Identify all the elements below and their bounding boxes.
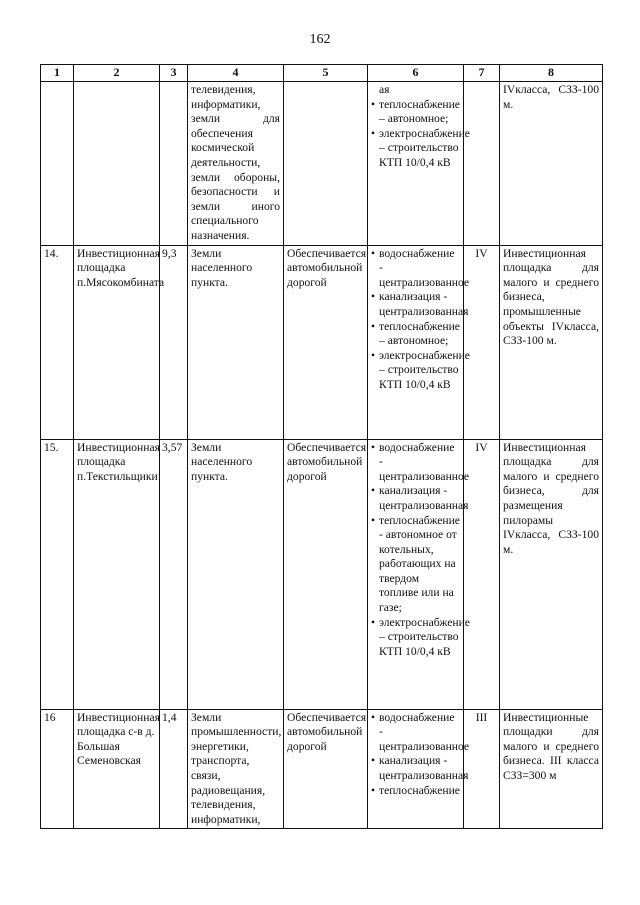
col-header-5: 5	[284, 65, 368, 82]
utility-item: ая	[379, 83, 390, 96]
hazard-class: IV	[464, 245, 500, 439]
utility-item: • теплоснабжение - автономное от котельных, работающих на твердом топливе или на газе;	[371, 514, 460, 616]
site-name	[74, 82, 160, 246]
table-row	[41, 245, 603, 439]
site-purpose: Инвестиционная площадка для малого и среднего бизнеса, для размещения пилорамы IVкласса, СЗЗ-100 м.	[500, 439, 603, 709]
utility-item: • электроснабжение – строительство КТП 10/0,4 кВ	[371, 349, 460, 393]
utility-item: • электроснабжение – строительство КТП 10/0,4 кВ	[371, 127, 460, 171]
row-number: 15.	[41, 439, 74, 709]
transport-access: Обеспечивается автомобильной дорогой	[284, 709, 368, 829]
site-name: Инвестиционная площадка п.Текстильщики	[74, 439, 160, 709]
header-row	[41, 65, 603, 82]
utility-item: • водоснабжение - централизованное	[371, 247, 460, 291]
col-header-3: 3	[160, 65, 188, 82]
row-number: 14.	[41, 245, 74, 439]
table-row	[41, 709, 603, 829]
row-number: 16	[41, 709, 74, 829]
hazard-class	[464, 82, 500, 246]
investment-sites-table	[40, 64, 603, 829]
hazard-class: III	[464, 709, 500, 829]
site-purpose: Инвестиционная площадка для малого и среднего бизнеса, промышленные объекты IVкласса, СЗЗ-100 м.	[500, 245, 603, 439]
utility-item: • электроснабжение – строительство КТП 10/0,4 кВ	[371, 616, 460, 660]
utility-item: • канализация - централизованная	[371, 484, 460, 513]
table-row	[41, 82, 603, 246]
page-number: 162	[309, 32, 331, 47]
site-area	[160, 82, 188, 246]
table-row	[41, 439, 603, 709]
col-header-7: 7	[464, 65, 500, 82]
utility-item: • теплоснабжение	[371, 784, 460, 799]
utilities-cell	[368, 245, 470, 439]
utilities-cell	[368, 439, 470, 709]
site-name: Инвестиционная площадка с-в д. Большая Семеновская	[74, 709, 160, 829]
col-header-8: 8	[500, 65, 603, 82]
utility-item: • водоснабжение - централизованное	[371, 711, 460, 755]
site-purpose: IVкласса, СЗЗ-100 м.	[500, 82, 603, 246]
land-category: Земли населенного пункта.	[188, 439, 284, 709]
utility-item: • канализация - централизованная	[371, 290, 460, 319]
transport-access: Обеспечивается автомобильной дорогой	[284, 245, 368, 439]
utilities-cell	[368, 709, 470, 829]
col-header-4: 4	[188, 65, 284, 82]
utilities-cell	[368, 82, 470, 246]
utility-item: • водоснабжение - централизованное	[371, 441, 460, 485]
row-number	[41, 82, 74, 246]
land-category: телевидения, информатики, земли для обеспечения космической деятельности, земли обороны, безопасности и земли иного специального назначения.	[188, 82, 284, 246]
land-category: Земли промышленности, энергетики, транспорта, связи, радиовещания, телевидения, информатики,	[188, 709, 284, 829]
transport-access	[284, 82, 368, 246]
col-header-2: 2	[74, 65, 160, 82]
col-header-1: 1	[41, 65, 74, 82]
site-name: Инвестиционная площадка п.Мясокомбината	[74, 245, 160, 439]
col-header-6: 6	[368, 65, 464, 82]
site-purpose: Инвестиционные площадки для малого и среднего бизнеса. III класса СЗЗ=300 м	[500, 709, 603, 829]
utility-item: • канализация - централизованная	[371, 754, 460, 783]
site-area: 9,3	[160, 245, 188, 439]
site-area: 3,57	[160, 439, 188, 709]
utility-item: • теплоснабжение – автономное;	[371, 320, 460, 349]
transport-access: Обеспечивается автомобильной дорогой	[284, 439, 368, 709]
site-area: 1,4	[160, 709, 188, 829]
hazard-class: IV	[464, 439, 500, 709]
land-category: Земли населенного пункта.	[188, 245, 284, 439]
utility-item: • теплоснабжение – автономное;	[371, 98, 460, 127]
